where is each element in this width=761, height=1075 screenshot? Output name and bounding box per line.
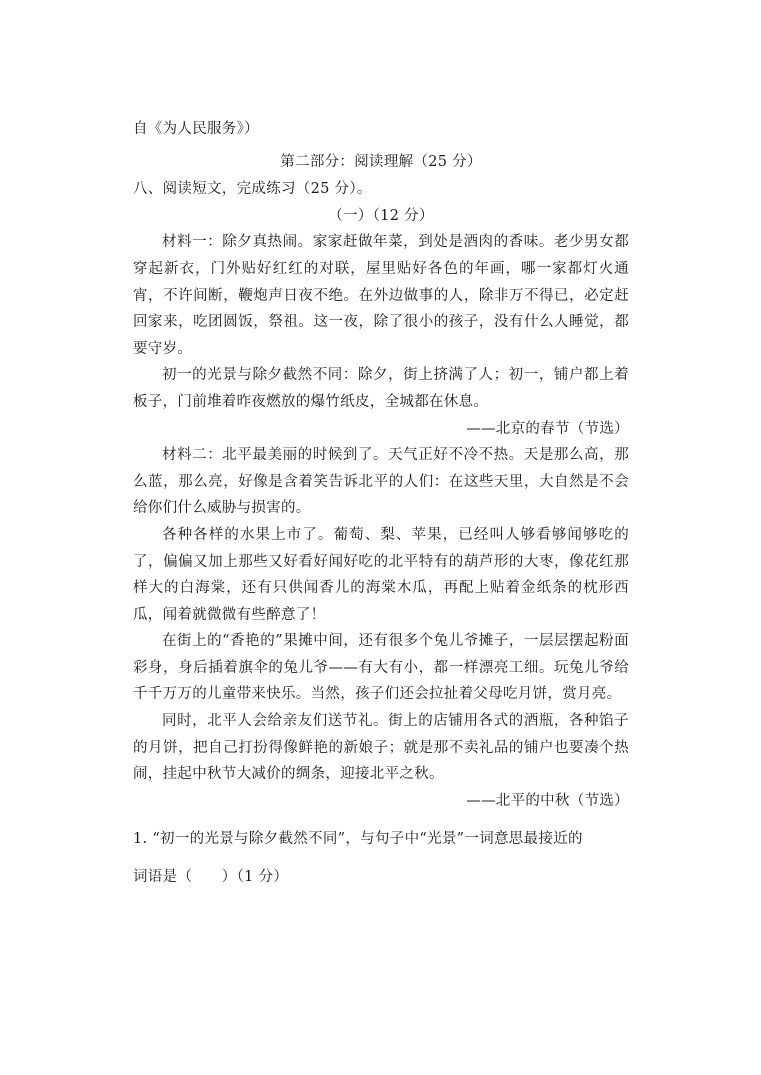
section-heading: 八、阅读短文，完成练习（25 分）。 bbox=[133, 181, 372, 198]
document-body bbox=[133, 116, 629, 896]
material-two-source: ——北平的中秋（节选） bbox=[466, 792, 629, 809]
material-one-paragraph-1: 材料一：除夕真热闹。家家赶做年菜，到处是酒肉的香味。老少男女都穿起新衣，门外贴好红红的对联，屋里贴好各色的年画，哪一家都灯火通宵，不许间断，鞭炮声日夜不绝。在外边做事的人，除非万不得已，必定赶回家来，吃团圆饭，祭祖。这一夜，除了很小的孩子，没有什么人睡觉，都要守岁。 bbox=[133, 234, 629, 357]
question-1-line-2: 词语是（ ）（1 分） bbox=[133, 869, 289, 886]
material-one-paragraph-2: 初一的光景与除夕截然不同：除夕，街上挤满了人；初一，铺户都上着板子，门前堆着昨夜燃放的爆竹纸皮，全城都在休息。 bbox=[133, 367, 629, 410]
question-1-line-1: 1. “初一的光景与除夕截然不同”，与句子中“光景”一词意思最接近的 bbox=[133, 831, 583, 848]
lead-line: 自《为人民服务》） bbox=[133, 121, 259, 137]
material-two-paragraph-3: 在街上的“香艳的”果摊中间，还有很多个兔儿爷摊子，一层层摆起粉面彩身，身后插着旗伞的兔儿爷——有大有小，都一样漂亮工细。玩兔儿爷给千千万万的儿童带来快乐。当然，孩子们还会拉扯着父母吃月饼，赏月亮。 bbox=[133, 633, 629, 703]
material-one-source: ——北京的春节（节选） bbox=[466, 420, 629, 437]
material-two-paragraph-1: 材料二：北平最美丽的时候到了。天气正好不冷不热。天是那么高，那么蓝，那么亮，好像是含着笑告诉北平的人们：在这些天里，大自然是不会给你们什么威胁与损害的。 bbox=[133, 447, 629, 517]
subsection-heading: （一）（12 分） bbox=[328, 207, 434, 224]
material-two-paragraph-2: 各种各样的水果上市了。葡萄、梨、苹果，已经叫人够看够闻够吃的了，偏偏又加上那些又好看好闻好吃的北平特有的葫芦形的大枣，像花红那样大的白海棠，还有只供闻香儿的海棠木瓜，再配上贴着金纸条的枕形西瓜，闻着就微微有些醉意了！ bbox=[133, 526, 629, 623]
material-two-paragraph-4: 同时，北平人会给亲友们送节礼。街上的店铺用各式的酒瓶，各种馅子的月饼，把自己打扮得像鲜艳的新娘子；就是那不卖礼品的铺户也要凑个热闹，挂起中秋节大减价的绸条，迎接北平之秋。 bbox=[133, 713, 629, 783]
question-1 bbox=[133, 820, 629, 896]
part-title: 第二部分：阅读理解（25 分） bbox=[280, 153, 482, 170]
